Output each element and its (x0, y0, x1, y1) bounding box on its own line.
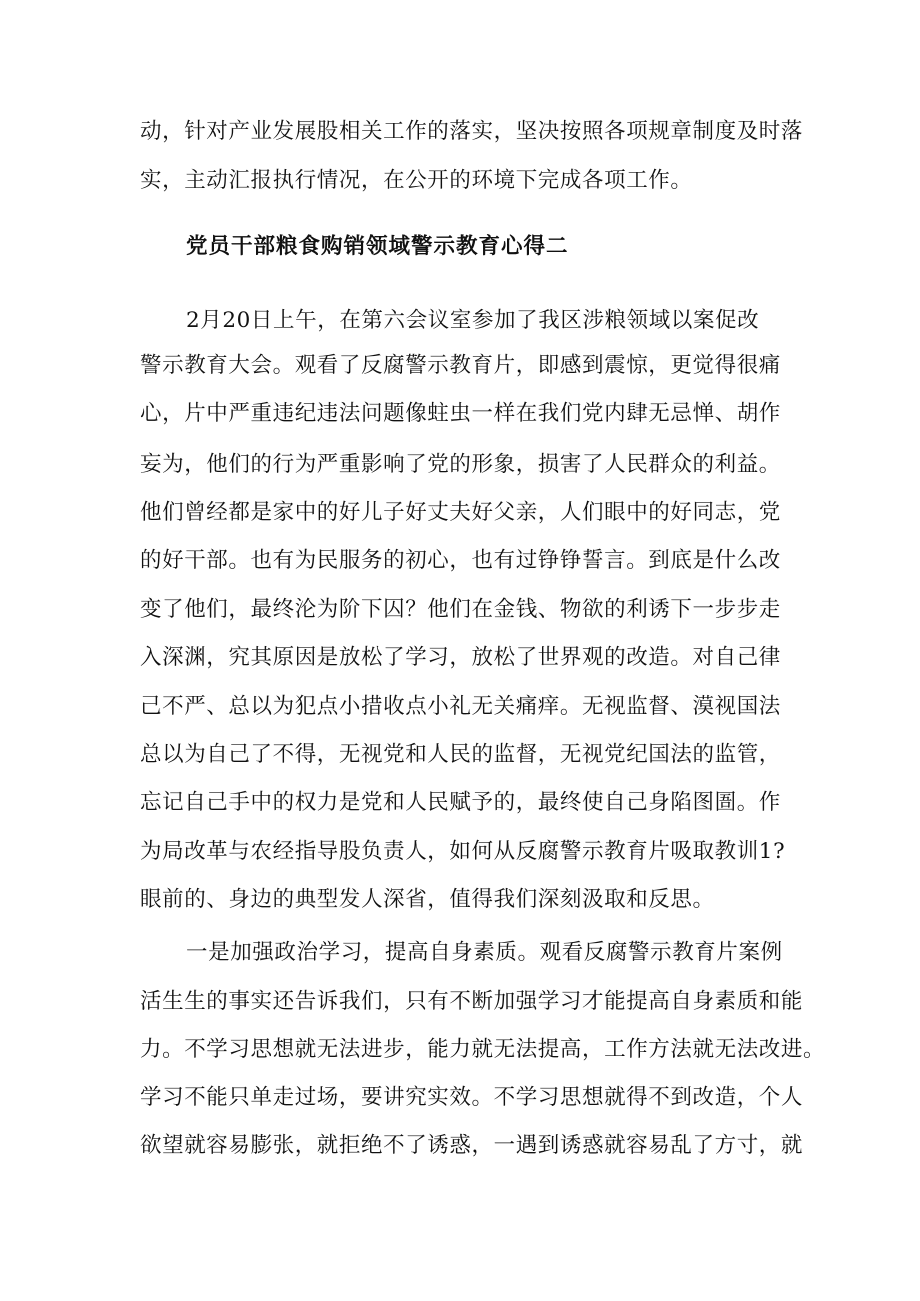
paragraph-line: 的好干部。也有为民服务的初心，也有过铮铮誓言。到底是什么改 (140, 548, 781, 573)
paragraph-line: 学习不能只单走过场，要讲究实效。不学习思想就得不到改造，个人 (140, 1085, 804, 1110)
paragraph-line: 实，主动汇报执行情况，在公开的环境下完成各项工作。 (140, 168, 693, 193)
paragraph-line: 变了他们，最终沦为阶下囚？他们在金钱、物欲的利诱下一步步走 (140, 597, 781, 622)
paragraph-line: 妄为，他们的行为严重影响了党的形象，损害了人民群众的利益。 (140, 452, 781, 477)
paragraph-line: 总以为自己了不得，无视党和人民的监督，无视党纪国法的监管， (140, 742, 781, 767)
paragraph-line: 忘记自己手中的权力是党和人民赋予的，最终使自己身陷图圄。作 (140, 790, 781, 815)
paragraph-line: 他们曾经都是家中的好儿子好丈夫好父亲，人们眼中的好同志，党 (140, 500, 781, 525)
paragraph-line: 欲望就容易膨张，就拒绝不了诱惑，一遇到诱惑就容易乱了方寸，就 (140, 1133, 804, 1158)
paragraph-line: 眼前的、身边的典型发人深省，值得我们深刻汲取和反思。 (140, 887, 715, 912)
paragraph-line: 心，片中严重违纪违法问题像蛀虫一样在我们党内肆无忌惮、胡作 (140, 401, 781, 426)
paragraph-line: 动，针对产业发展股相关工作的落实，坚决按照各项规章制度及时落 (140, 119, 804, 144)
paragraph-line: 活生生的事实还告诉我们，只有不断加强学习才能提高自身素质和能 (140, 989, 804, 1014)
paragraph-line: 一是加强政治学习，提高自身素质。观看反腐警示教育片案例 (186, 940, 783, 965)
paragraph-line: 为局改革与农经指导股负责人，如何从反腐警示教育片吸取教训1? (140, 839, 786, 864)
paragraph-line: 警示教育大会。观看了反腐警示教育片，即感到震惊，更觉得很痛 (140, 353, 781, 378)
section-heading: 党员干部粮食购销领域警示教育心得二 (186, 234, 569, 259)
paragraph-line: 2月20日上午，在第六会议室参加了我区涉粮领域以案促改 (186, 308, 760, 333)
paragraph-line: 力。不学习思想就无法进步，能力就无法提高，工作方法就无法改进。 (140, 1037, 826, 1062)
paragraph-line: 己不严、总以为犯点小措收点小礼无关痛痒。无视监督、漠视国法 (140, 694, 781, 719)
paragraph-line: 入深渊，究其原因是放松了学习，放松了世界观的改造。对自己律 (140, 645, 781, 670)
